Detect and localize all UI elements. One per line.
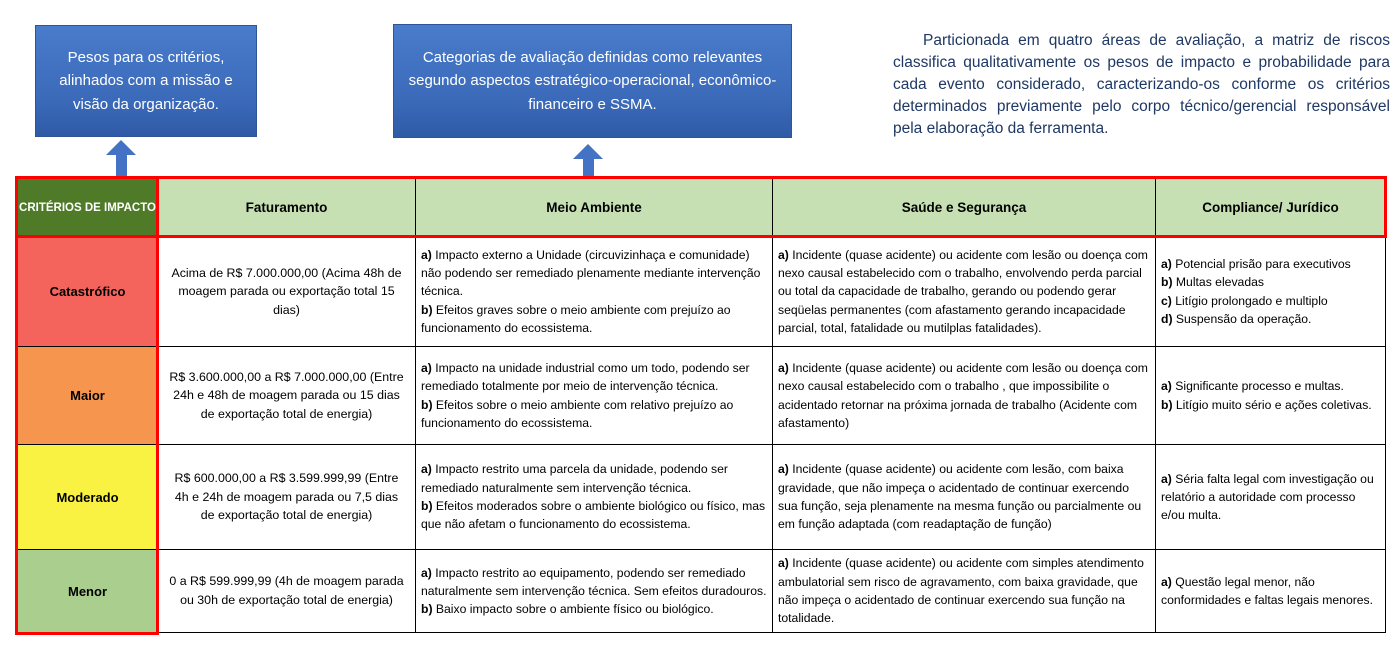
faturamento-cell (158, 237, 416, 347)
compliance-juridico-cell (1156, 550, 1386, 633)
impact-level-cell: Menor (18, 550, 158, 633)
criteria-item: a) Incidente (quase acidente) ou acidente com lesão, com baixa gravidade, que não impeça o acidentado de continuar exercendo sua função, seja plenamente na mesma função ou parcialmente ou em função adaptada (com readaptação de função) (778, 462, 1142, 532)
impact-level-cell: Catastrófico (18, 237, 158, 347)
criteria-item: b) Efeitos graves sobre o meio ambiente com prejuízo ao funcionamento do ecossistema. (421, 302, 731, 335)
meio-ambiente-cell (416, 445, 773, 550)
column-header-meio-ambiente: Meio Ambiente (416, 179, 773, 237)
compliance-juridico-cell (1156, 347, 1386, 445)
criteria-item: d) Suspensão da operação. (1161, 311, 1312, 326)
column-header-saude-seguranca: Saúde e Segurança (773, 179, 1156, 237)
arrow-stem (116, 155, 127, 176)
meio-ambiente-cell (416, 237, 773, 347)
faturamento-cell (158, 445, 416, 550)
arrow-stem (583, 159, 594, 180)
saude-seguranca-cell (773, 237, 1156, 347)
arrow-head (573, 144, 603, 159)
criteria-item: b) Multas elevadas (1161, 275, 1264, 290)
compliance-juridico-cell (1156, 237, 1386, 347)
description-paragraph: Particionada em quatro áreas de avaliação, a matriz de riscos classifica qualitativamente os pesos de impacto e probabilidade para cada evento considerado, caracterizando-os conforme os critérios determinados previamente pelo corpo técnico/gerencial responsável pela elaboração da ferramenta. (893, 32, 1390, 137)
meio-ambiente-cell (416, 347, 773, 445)
faturamento-text: R$ 3.600.000,00 a R$ 7.000.000,00 (Entre 24h e 48h de moagem parada ou 15 dias de exportação total de energia) (169, 369, 404, 421)
criteria-item: a) Séria falta legal com investigação ou relatório a autoridade com processo e/ou multa. (1161, 471, 1374, 523)
up-arrow-icon (573, 144, 603, 180)
criteria-item: b) Baixo impacto sobre o ambiente físico ou biológico. (421, 602, 714, 617)
column-header-faturamento: Faturamento (158, 179, 416, 237)
arrow-head (106, 140, 136, 155)
table-corner-header: CRITÉRIOS DE IMPACTO (18, 179, 158, 237)
faturamento-text: Acima de R$ 7.000.000,00 (Acima 48h de moagem parada ou exportação total 15 dias) (171, 265, 402, 317)
criteria-item: a) Significante processo e multas. (1161, 379, 1344, 394)
callout-categories-text: Categorias de avaliação definidas como relevantes segundo aspectos estratégico-operacional, econômico-financeiro e SSMA. (408, 49, 777, 113)
meio-ambiente-cell (416, 550, 773, 633)
callout-categories (393, 24, 792, 138)
criteria-item: a) Potencial prisão para executivos (1161, 256, 1351, 271)
criteria-item: a) Impacto externo a Unidade (circuvizinhaça e comunidade) não podendo ser remediado plenamente mediante intervenção técnica. (421, 247, 761, 299)
faturamento-cell (158, 550, 416, 633)
callout-weights (35, 25, 257, 137)
impact-level-cell: Moderado (18, 445, 158, 550)
criteria-item: a) Incidente (quase acidente) ou acidente com lesão ou doença com nexo causal estabelecido com o trabalho , que impossibilite o acidentado retornar na próxima jornada de trabalho (Acidente com afastamento) (778, 360, 1148, 430)
saude-seguranca-cell (773, 550, 1156, 633)
column-header-compliance-juridico: Compliance/ Jurídico (1156, 179, 1386, 237)
up-arrow-icon (106, 140, 136, 176)
criteria-item: a) Questão legal menor, não conformidades e faltas legais menores. (1161, 574, 1374, 607)
criteria-item: a) Impacto restrito ao equipamento, podendo ser remediado naturalmente sem intervenção técnica. Sem efeitos duradouros. (421, 565, 767, 598)
faturamento-text: 0 a R$ 599.999,99 (4h de moagem parada ou 30h de exportação total de energia) (169, 574, 404, 607)
criteria-item: b) Litígio muito sério e ações coletivas. (1161, 397, 1372, 412)
criteria-item: a) Impacto restrito uma parcela da unidade, podendo ser remediado naturalmente sem intervenção técnica. (421, 462, 728, 495)
criteria-item: c) Litígio prolongado e multiplo (1161, 293, 1328, 308)
impact-level-cell: Maior (18, 347, 158, 445)
compliance-juridico-cell (1156, 445, 1386, 550)
faturamento-cell (158, 347, 416, 445)
criteria-item: a) Impacto na unidade industrial como um todo, podendo ser remediado totalmente por meio de intervenção técnica. (421, 360, 750, 394)
saude-seguranca-cell (773, 445, 1156, 550)
criteria-item: a) Incidente (quase acidente) ou acidente com simples atendimento ambulatorial sem risco de agravamento, com baixa gravidade, que não impeça o acidentado de continuar exercendo sua função na totalidade. (778, 556, 1144, 626)
faturamento-text: R$ 600.000,00 a R$ 3.599.999,99 (Entre 4h e 24h de moagem parada ou 7,5 dias de exportação total de energia) (174, 471, 399, 523)
callout-weights-text: Pesos para os critérios, alinhados com a missão e visão da organização. (59, 49, 233, 113)
impact-criteria-matrix (17, 178, 1385, 632)
criteria-item: b) Efeitos sobre o meio ambiente com relativo prejuízo ao funcionamento do ecossistema. (421, 397, 734, 430)
impact-criteria-table (17, 178, 1385, 632)
criteria-item: b) Efeitos moderados sobre o ambiente biológico ou físico, mas que não afetam o funcionamento do ecossistema. (421, 499, 766, 532)
criteria-item: a) Incidente (quase acidente) ou acidente com lesão ou doença com nexo causal estabelecido com o trabalho, envolvendo perda parcial ou total da capacidade de trabalho, gerando ou podendo gerar seqüelas permanentes (com afastamento gerando incapacidade parcial, total, fatalidade ou mutilplas fatalidades). (778, 247, 1148, 335)
saude-seguranca-cell (773, 347, 1156, 445)
